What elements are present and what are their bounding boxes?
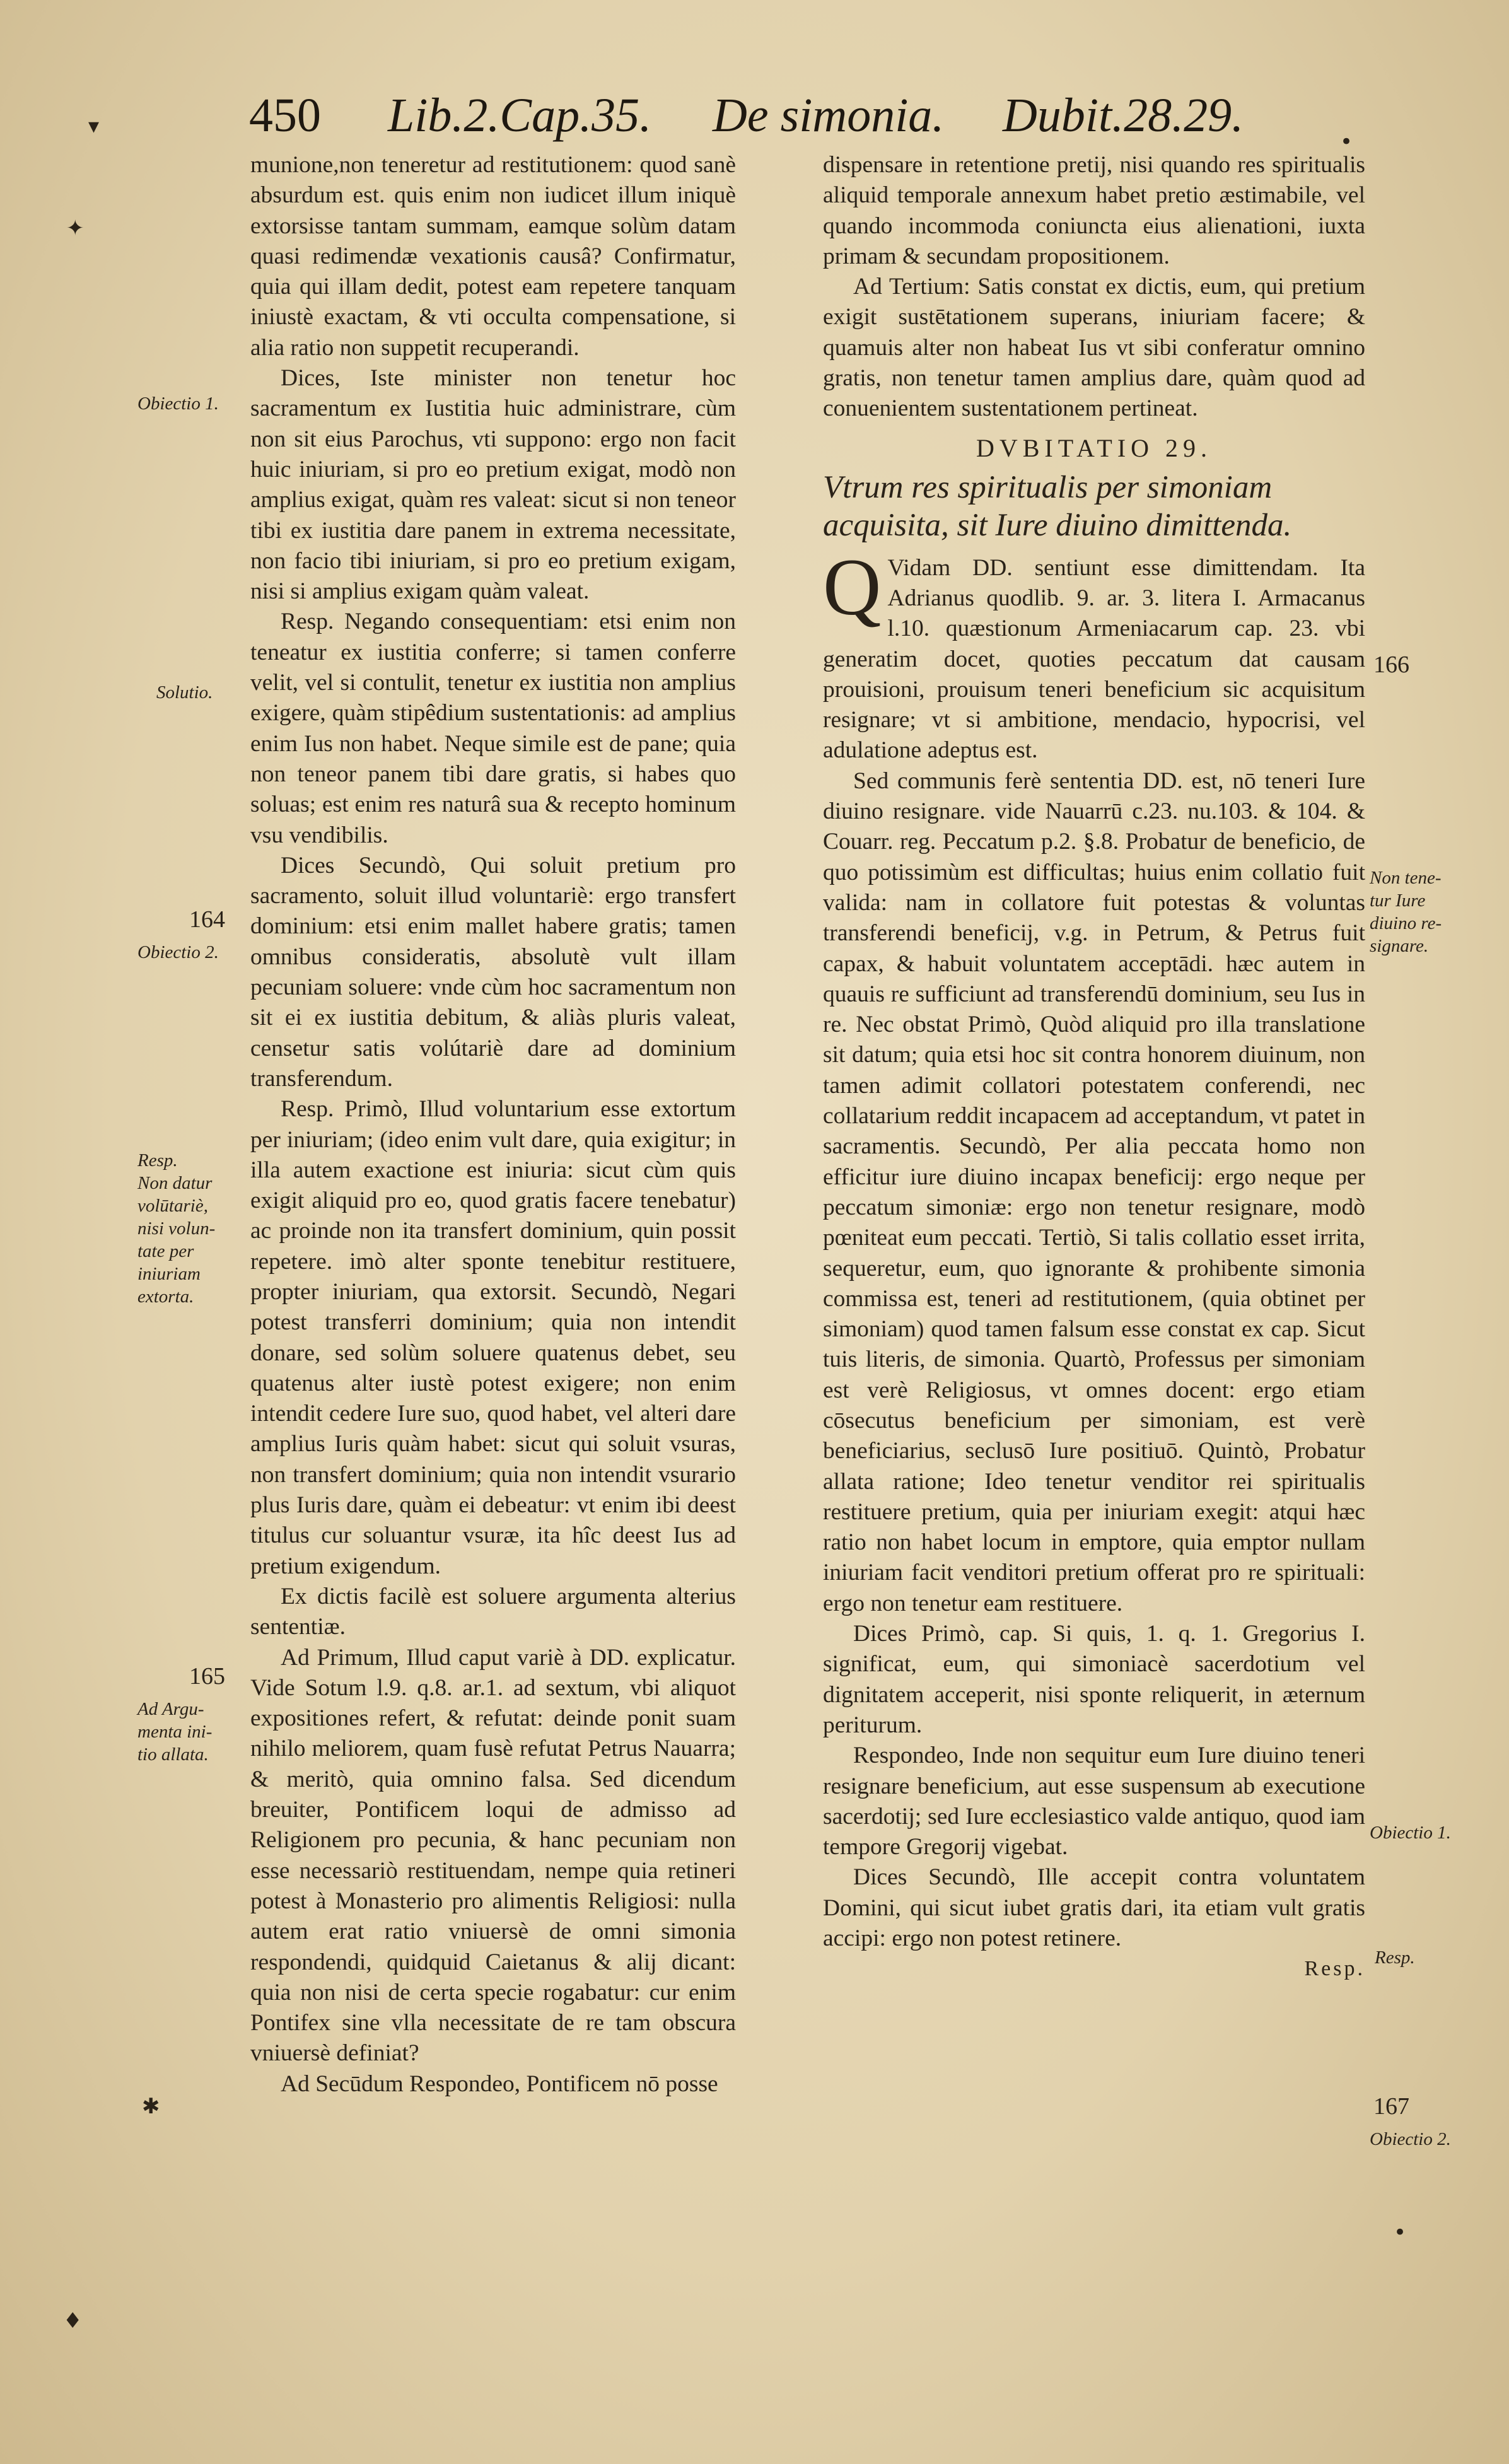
margin-number: 165 bbox=[189, 1663, 225, 1690]
paragraph: Ad Secūdum Respondeo, Pontificem nō posse bbox=[281, 2070, 718, 2097]
margin-note: Resp. bbox=[1375, 1947, 1415, 1968]
ink-speck: ✱ bbox=[142, 2094, 160, 2119]
ink-speck: • bbox=[1394, 2220, 1407, 2245]
margin-number: 166 bbox=[1373, 651, 1409, 678]
ink-speck: • bbox=[1340, 129, 1353, 155]
catchword: Resp. bbox=[1304, 1957, 1365, 1981]
paragraph: munione,non teneretur ad restitutionem: quod sanè absurdum est. quis enim non iudicet illum iniquè extorsisse tantam summam, eamque solùm datam quasi redimendæ vexationis causâ? Confirmatur, quia qui illam dedit, potest eam repetere tanquam iniustè exactam, & vti occulta compensatione, si alia ratio non suppetit recuperandi. bbox=[250, 152, 736, 361]
dubitatio-heading: DVBITATIO 29. bbox=[976, 433, 1213, 462]
paragraph: Dices, Iste minister non tenetur hoc sacramentum ex Iustitia huic administrare, cùm non sit eius Parochus, vti suppono: ergo non facit huic iniuriam, si pro eo pretium exigat, modò non amplius exigat, quàm res valeat: sicut si non teneor tibi ex iustitia dare panem in extrema necessitate, non facio tibi iniuriam, si pro eo pretium exigam, nisi si amplius exigam quàm valeat. bbox=[250, 365, 736, 605]
margin-note: Ad Argu- menta ini- tio allata. bbox=[137, 1699, 213, 1765]
margin-note: Obiectio 2. bbox=[1370, 2129, 1451, 2149]
section-title: De simonia. bbox=[713, 89, 945, 142]
paragraph: Resp. Negando consequentiam: etsi enim non teneatur ex iustitia conferre; si tamen conferre velit, vel si contulit, tenetur ex iustitia non amplius exigere, quàm stipêdium sustentationis: ad amplius enim Ius non habet. Neque simile est de pane; quia non teneor panem tibi dare gratis, si habes quo soluas; est enim res naturâ sua & recepto hominum vsu vendibilis. bbox=[250, 609, 736, 848]
paragraph: dispensare in retentione pretij, nisi quando res spiritualis aliquid temporale annexum habet pretio æstimabile, vel quando incommoda coniuncta eius alienationi, iuxta primam & secundam propositionem. bbox=[823, 152, 1365, 269]
paragraph: Dices Secundò, Ille accepit contra voluntatem Domini, qui sicut iubet gratis dari, ita etiam vult gratis accipi: ergo non potest retinere. bbox=[823, 1864, 1365, 1952]
paragraph: Ad Tertium: Satis constat ex dictis, eum, qui pretium exigit sustētationem superans, iniuriam facere; & quamuis alter non habeat Ius vt sibi conferatur omnino gratis, non tenetur tamen amplius dare, quàm quod ad conuenientem sustentationem pertineat. bbox=[823, 274, 1365, 422]
paragraph: Dices Secundò, Qui soluit pretium pro sacramento, soluit illud voluntariè: ergo transfert dominium: etsi enim mallet habere gratis; tamen omnibus consideratis, absolutè vult illam pecuniam soluere: vnde cùm hoc sacramentum non sit ei ex iustitia debitum, & aliàs pluris valeat, censetur satis volútariè dare ad dominium transferendum. bbox=[250, 852, 736, 1092]
margin-note: Obiectio 1. bbox=[137, 394, 219, 414]
running-header bbox=[249, 88, 1271, 158]
drop-cap: Q bbox=[823, 542, 882, 632]
page-number: 450 bbox=[249, 89, 321, 142]
margin-number: 164 bbox=[189, 906, 225, 933]
dubitatio-title: Vtrum res spiritualis per simoniam acquisita, sit Iure diuino dimittenda. bbox=[823, 469, 1292, 543]
margin-note: Solutio. bbox=[156, 682, 213, 703]
ink-speck: ✦ bbox=[66, 216, 84, 241]
paragraph-text: Vidam DD. sentiunt esse dimittendam. Ita Adrianus quodlib. 9. ar. 3. litera I. Armacanus l.10. quæstionum Armeniacarum cap. 23. vbi generatim docet, quoties peccatum dat causam prouisioni, prouisum teneri beneficium sic acquisitum resignare; vt si ambitione, mendacio, hypocrisi, vel adulatione adeptus est. bbox=[823, 554, 1365, 764]
margin-number: 167 bbox=[1373, 2093, 1409, 2120]
ink-speck: ♦ bbox=[63, 2308, 83, 2333]
right-text-column bbox=[823, 150, 1365, 1985]
margin-note: Obiectio 2. bbox=[137, 942, 219, 962]
paragraph: Dices Primò, cap. Si quis, 1. q. 1. Gregorius I. significat, eum, qui simoniacè sacerdotium vel dignitatem acceperit, nisi sponte reliquerit, in æternum periturum. bbox=[823, 1621, 1365, 1738]
paragraph bbox=[823, 542, 1365, 766]
margin-note: Non tene- tur Iure diuino re- signare. bbox=[1370, 868, 1442, 956]
dubitatio-ref: Dubit.28.29. bbox=[1003, 89, 1244, 142]
paragraph: Ex dictis facilè est soluere argumenta alterius sententiæ. bbox=[250, 1583, 736, 1640]
ink-speck: ▾ bbox=[88, 114, 100, 139]
left-text-column bbox=[250, 150, 736, 2099]
paragraph: Sed communis ferè sententia DD. est, nō teneri Iure diuino resignare. vide Nauarrū c.23. nu.103. & 104. & Couarr. reg. Peccatum p.2. §.8. Probatur de beneficio, de quo potissimùm est difficultas; huius enim collatio fuit valida: nam in collatore fuit potestas & voluntas transferendi beneficij, v.g. in Petrum, & Petrus fuit capax, & habuit voluntatem acceptādi. hæc autem in quauis re sufficiunt ad transferendū dominium, seu Ius in re. Nec obstat Primò, Quòd aliquid pro illa translatione sit datum; quia etsi hoc sit contra honorem diuinum, non tamen adimit collatori potestatem conferendi, nec collatarium reddit incapacem ad acceptandum, vt patet in sacramentis. Secundò, Per alia peccata homo non efficitur iure diuino incapax beneficij: ergo neque per peccatum simoniæ: ergo non tenetur resignare, modò pœniteat eum peccati. Tertiò, Si talis collatio esset irrita, sequeretur, eum, quo ignorante & prohibente simonia commissa est, teneri ad restitutionem, (quia obtinet per simoniam) quod tamen falsum esse constat ex cap. Sicut tuis literis, de simonia. Quartò, Professus per simoniam est verè Religiosus, vt omnes docent: ergo etiam cōsecutus beneficium per simoniam, est verè beneficiarius, seclusō Iure positiuō. Quintò, Probatur allata ratione; Ideo tenetur venditor rei spiritualis restituere pretium, quia per iniuriam exegit: atqui hæc ratio non habet locum in emptore, quia emptor nullam iniuriam facit venditori pretium offerat pro re spirituali: ergo non tenetur eam restituere. bbox=[823, 768, 1365, 1616]
paragraph: Respondeo, Inde non sequitur eum Iure diuino teneri resignare beneficium, aut esse suspensum ab executione sacerdotij; sed Iure ecclesiastico valde antiquo, quod iam tempore Gregorij vigebat. bbox=[823, 1743, 1365, 1860]
margin-note: Resp. Non datur volūtariè, nisi volun- tate per iniuriam extorta. bbox=[137, 1150, 216, 1307]
paragraph: Resp. Primò, Illud voluntarium esse extortum per iniuriam; (ideo enim vult dare, quia exigitur; in illa autem exactione est iniuria: sicut cùm quis exigit aliquid pro eo, quod gratis facere tenebatur) ac proinde non ita transfert dominium, quin possit repetere. imò alter sponte tenebitur restituere, propter iniuriam, qua extorsit. Secundò, Negari potest transferri dominium; quia non intendit donare, sed solùm soluere quatenus debet, seu quatenus alter iustè potest exigere; non enim intendit cedere Iure suo, quod habet, vel alteri dare amplius Iuris quàm habet: sicut qui soluit vsuras, non transfert dominium; quia non intendit vsurario plus Iuris dare, quàm ei debeatur: vt enim ibi deest titulus cur soluantur vsuræ, ita hîc deest Ius ad pretium exigendum. bbox=[250, 1096, 736, 1579]
margin-note: Obiectio 1. bbox=[1370, 1823, 1451, 1843]
book-chapter-ref: Lib.2.Cap.35. bbox=[388, 89, 652, 142]
paragraph: Ad Primum, Illud caput variè à DD. explicatur. Vide Sotum l.9. q.8. ar.1. ad sextum, vbi aliquot expositiones refert, & refutat: deinde ponit suam nihilo meliorem, quam fusè refutat Petrus Nauarra; & meritò, quia omnino falsa. Sed dicendum breuiter, Pontificem loqui de admisso ad Religionem pro pecunia, & hanc pecuniam non esse necessariò restituendam, nempe quia retineri potest à Monasterio pro alimentis Religiosi: nulla autem erat ratio vniuersè de omni simonia respondendi, quidquid Caietanus & alij dicant: quia non nisi de certa specie rogabatur: cur enim Pontifex sine vlla necessitate de re tam obscura vniuersè definiat? bbox=[250, 1644, 736, 2067]
